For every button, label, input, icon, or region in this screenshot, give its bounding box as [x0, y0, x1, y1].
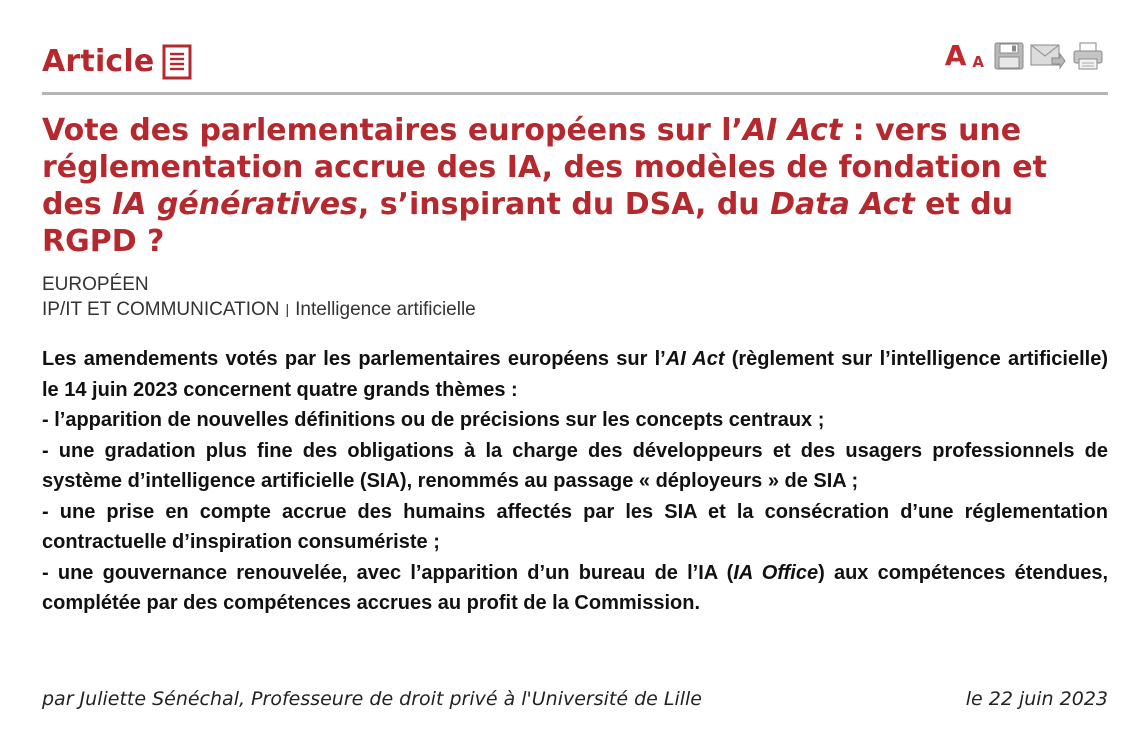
article-header [42, 36, 1108, 95]
email-icon[interactable] [1030, 42, 1066, 70]
document-icon [162, 44, 192, 80]
abstract-item-1: - l’apparition de nouvelles définitions ou de précisions sur les concepts centraux ; [42, 409, 825, 431]
title-text-1: Vote des parlementaires européens sur l’ [42, 113, 743, 148]
title-emphasis-3: Data Act [770, 187, 915, 222]
category-topic[interactable]: Intelligence artificielle [295, 299, 476, 320]
article-abstract [42, 344, 1108, 619]
abstract-intro [42, 344, 1108, 405]
section-label [42, 42, 192, 80]
abstract-intro-emphasis: AI Act [665, 348, 725, 370]
abstract-item-4-emphasis: IA Office [733, 561, 819, 584]
title-emphasis-2: IA génératives [112, 187, 358, 222]
publication-date: le 22 juin 2023 [965, 688, 1108, 710]
abstract-item-2: - une gradation plus fine des obligations à la charge des développeurs et des usagers professionnels de système d’intelligence artificielle (SIA), renommés au passage « déployeurs » de SIA ; [42, 439, 1108, 492]
abstract-intro-text-1: Les amendements votés par les parlementaires européens sur l’ [42, 348, 666, 370]
author-line: par Juliette Sénéchal, Professeure de droit privé à l'Université de Lille [42, 688, 702, 710]
article-categories [42, 272, 1102, 323]
category-domain[interactable]: IP/IT ET COMMUNICATION [42, 299, 280, 320]
font-increase-icon[interactable]: A [944, 39, 967, 72]
save-icon[interactable] [994, 42, 1024, 70]
category-line [42, 297, 1102, 323]
title-text-3: , s’inspirant du DSA, du [357, 187, 771, 222]
font-decrease-icon[interactable]: A [972, 53, 984, 71]
abstract-intro-text-2: (règlement sur l’intelligence artificielle) le 14 juin 2023 concernent quatre grands thèmes : [42, 348, 1109, 401]
section-label-text: Article [42, 43, 155, 79]
category-separator: | [285, 301, 290, 317]
title-emphasis-1: AI Act [742, 113, 843, 148]
article-title [42, 112, 1114, 260]
title-text-2: : vers une réglementation accrue des IA, des modèles de fondation et des [42, 113, 1047, 222]
category-region[interactable]: EUROPÉEN [42, 274, 149, 295]
print-icon[interactable] [1072, 42, 1104, 70]
abstract-item-4-text-2: ) aux compétences étendues, complétée par des compétences accrues au profit de la Commission. [42, 561, 1109, 614]
article-tools [944, 39, 1104, 72]
title-text-4: et du RGPD ? [42, 187, 1014, 259]
article-byline [42, 688, 1108, 710]
abstract-item-4 [42, 558, 1108, 619]
abstract-item-3: - une prise en compte accrue des humains affectés par les SIA et la consécration d’une réglementation contractuelle d’inspiration consumériste ; [42, 500, 1108, 553]
abstract-item-4-text-1: - une gouvernance renouvelée, avec l’apparition d’un bureau de l’IA ( [42, 561, 734, 584]
